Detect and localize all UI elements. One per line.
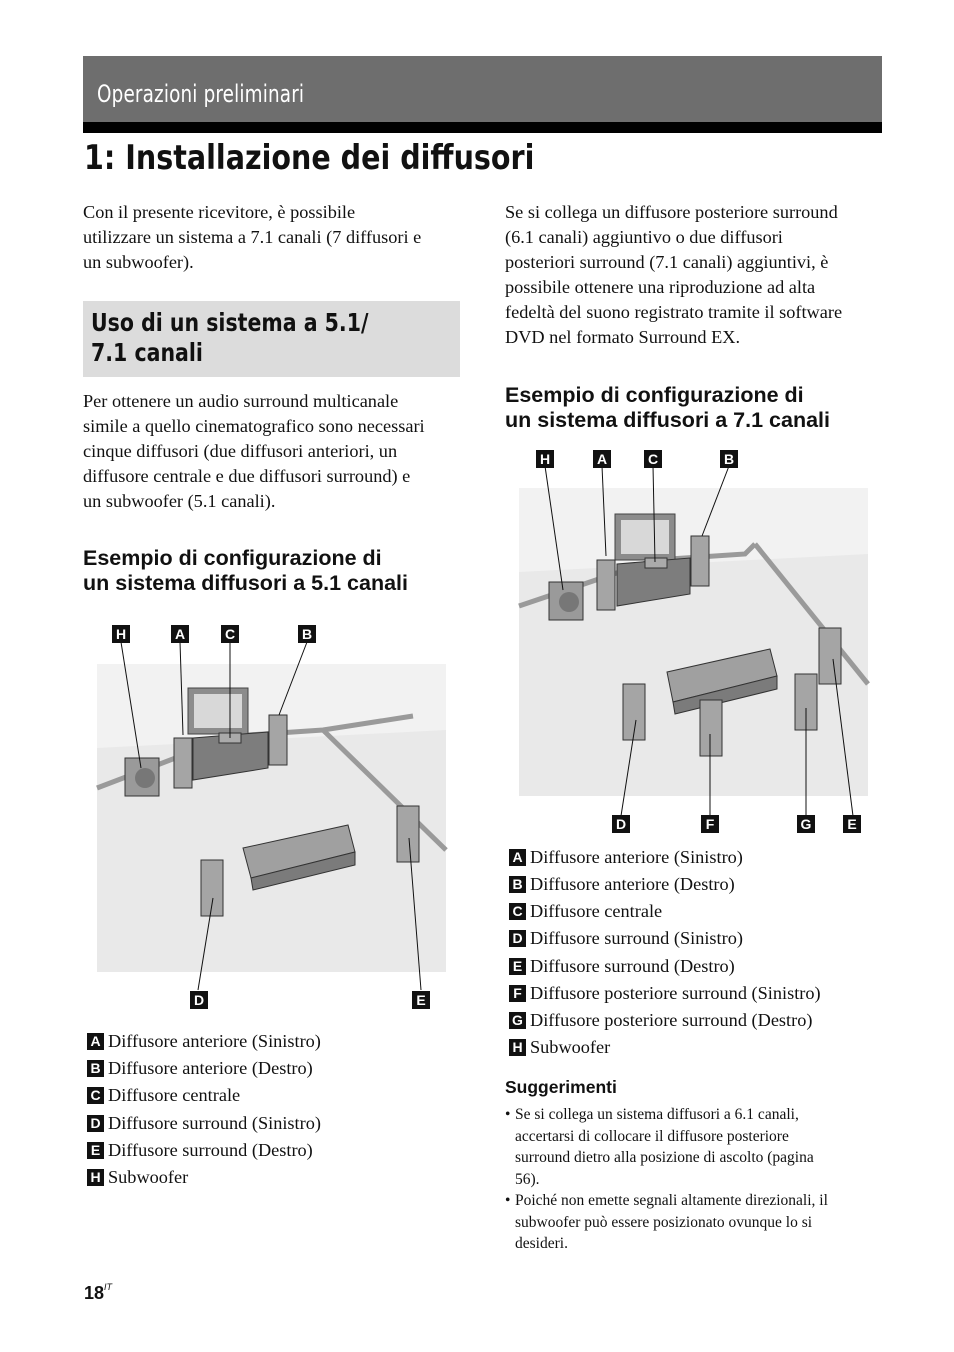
legend-text: Diffusore centrale [530, 901, 663, 921]
page-number-suffix: IT [104, 1282, 113, 1292]
surround-right-speaker-icon [819, 628, 841, 684]
legend-key: E [509, 958, 526, 975]
label-text: F [705, 816, 715, 832]
legend-item [509, 928, 743, 949]
text-line: Per ottenere un audio surround multicanale [83, 391, 399, 411]
subwoofer-cone [135, 768, 155, 788]
text-line: simile a quello cinematografico sono necessari [83, 416, 425, 436]
text-line: Con il presente ricevitore, è possibile [83, 202, 356, 222]
front-right-speaker-icon [269, 715, 287, 765]
legend-item [87, 1058, 313, 1079]
text-line: fedeltà del suono registrato tramite il software [505, 302, 843, 322]
legend-item [509, 956, 735, 977]
tip-item [505, 1104, 814, 1190]
text-line: cinque diffusori (due diffusori anteriori, un [83, 441, 398, 461]
label-d [190, 991, 208, 1009]
text-line: un subwoofer (5.1 canali). [83, 491, 276, 511]
subsection-heading-line: 7.1 canali [91, 338, 203, 367]
text-line: Se si collega un diffusore posteriore surround [505, 202, 838, 222]
legend-text: Diffusore anteriore (Destro) [108, 1058, 313, 1078]
legend-text: Diffusore surround (Sinistro) [108, 1113, 321, 1133]
front-right-speaker-icon [691, 536, 709, 586]
center-speaker-icon [645, 558, 667, 568]
tip-line: subwoofer può essere posizionato ovunque lo si [515, 1213, 813, 1231]
surround-left-speaker-icon [201, 860, 223, 916]
legend-key: A [509, 849, 526, 866]
legend-text: Diffusore anteriore (Sinistro) [530, 847, 743, 867]
example-51-heading [83, 546, 408, 596]
label-text: D [615, 816, 627, 832]
text-line: diffusore centrale e due diffusori surround) e [83, 466, 411, 486]
legend-text: Diffusore posteriore surround (Destro) [530, 1010, 813, 1030]
bullet: • [505, 1106, 511, 1123]
legend-key: C [87, 1087, 104, 1104]
label-d [612, 815, 630, 833]
page-number-value: 18 [84, 1283, 105, 1303]
subsection-heading-line: Uso di un sistema a 5.1/ [91, 308, 369, 337]
text-line: (6.1 canali) aggiuntivo o due diffusori [505, 227, 783, 247]
text-line: un subwoofer). [83, 252, 194, 272]
legend-item [87, 1113, 321, 1134]
label-b [720, 450, 738, 468]
tv-screen [194, 694, 242, 728]
tip-line: 56). [515, 1170, 540, 1188]
legend-text: Diffusore anteriore (Sinistro) [108, 1031, 321, 1051]
bullet: • [505, 1192, 511, 1209]
label-text: H [539, 451, 551, 467]
label-text: H [115, 626, 127, 642]
tip-line: Poiché non emette segnali altamente direzionali, il [515, 1192, 828, 1209]
subwoofer-cone [559, 592, 579, 612]
legend-text: Subwoofer [530, 1037, 611, 1057]
intro-left-paragraph [83, 200, 421, 275]
legend-key: A [87, 1033, 104, 1050]
intro-right-paragraph [505, 200, 842, 350]
tip-item [505, 1190, 828, 1255]
page-title: 1: Installazione dei diffusori [84, 138, 535, 178]
subsection-paragraph [83, 389, 425, 514]
label-e [843, 815, 861, 833]
label-text: D [193, 992, 205, 1008]
label-text: C [647, 451, 659, 467]
heading-line: un sistema diffusori a 7.1 canali [505, 408, 830, 432]
legend-text: Diffusore posteriore surround (Sinistro) [530, 983, 821, 1003]
example-71-heading [505, 383, 830, 433]
speaker-diagram-51 [83, 620, 463, 1020]
legend-text: Diffusore surround (Destro) [108, 1140, 313, 1160]
tip-line: surround dietro alla posizione di ascolto (pagina [515, 1149, 814, 1166]
legend-item [87, 1031, 321, 1052]
legend-item [509, 983, 821, 1004]
legend-key: H [87, 1169, 104, 1186]
legend-item [509, 847, 743, 868]
label-a [593, 450, 611, 468]
legend-key: F [509, 985, 526, 1002]
tip-line: Se si collega un sistema diffusori a 6.1 canali, [515, 1106, 799, 1123]
heading-line: un sistema diffusori a 5.1 canali [83, 571, 408, 595]
legend-key: D [509, 930, 526, 947]
surround-right-speaker-icon [397, 806, 419, 862]
legend-item [509, 1037, 610, 1058]
legend-key: G [509, 1012, 526, 1029]
legend-key: E [87, 1142, 104, 1159]
label-text: A [174, 626, 186, 642]
heading-line: Esempio di configurazione di [83, 546, 382, 570]
label-f [701, 815, 719, 833]
subsection-heading [91, 308, 368, 368]
front-left-speaker-icon [174, 738, 192, 788]
label-text: G [800, 816, 812, 832]
surround-back-left-speaker-icon [700, 700, 722, 756]
legend-item [87, 1140, 313, 1161]
label-text: B [723, 451, 735, 467]
text-line: utilizzare un sistema a 7.1 canali (7 diffusori e [83, 227, 422, 247]
text-line: posteriori surround (7.1 canali) aggiuntivi, è [505, 252, 829, 272]
legend-text: Diffusore surround (Destro) [530, 956, 735, 976]
legend-item [87, 1167, 188, 1188]
legend-text: Diffusore surround (Sinistro) [530, 928, 743, 948]
front-left-speaker-icon [597, 560, 615, 610]
legend-item [509, 901, 662, 922]
text-line: DVD nel formato Surround EX. [505, 327, 741, 347]
label-text: C [224, 626, 236, 642]
legend-key: H [509, 1039, 526, 1056]
legend-text: Diffusore centrale [108, 1085, 241, 1105]
heading-line: Esempio di configurazione di [505, 383, 804, 407]
legend-key: B [509, 876, 526, 893]
label-h [112, 625, 130, 643]
label-c [644, 450, 662, 468]
legend-key: B [87, 1060, 104, 1077]
tip-line: accertarsi di collocare il diffusore posteriore [515, 1127, 789, 1145]
legend-item [87, 1085, 240, 1106]
legend-key: D [87, 1115, 104, 1132]
tips-title: Suggerimenti [505, 1077, 617, 1097]
label-b [298, 625, 316, 643]
legend-key: C [509, 903, 526, 920]
label-g [797, 815, 815, 833]
label-a [171, 625, 189, 643]
legend-text: Subwoofer [108, 1167, 189, 1187]
text-line: possibile ottenere una riproduzione ad alta [505, 277, 816, 297]
section-title: Operazioni preliminari [97, 80, 305, 108]
label-e [412, 991, 430, 1009]
legend-item [509, 874, 735, 895]
tip-line: desideri. [515, 1235, 568, 1252]
label-text: E [847, 816, 857, 832]
speaker-diagram-71 [505, 444, 885, 844]
label-c [221, 625, 239, 643]
page-number [84, 1283, 112, 1304]
label-text: B [301, 626, 313, 642]
legend-item [509, 1010, 812, 1031]
label-text: A [596, 451, 608, 467]
label-h [536, 450, 554, 468]
tv-screen [621, 520, 669, 554]
legend-text: Diffusore anteriore (Destro) [530, 874, 735, 894]
label-text: E [416, 992, 426, 1008]
